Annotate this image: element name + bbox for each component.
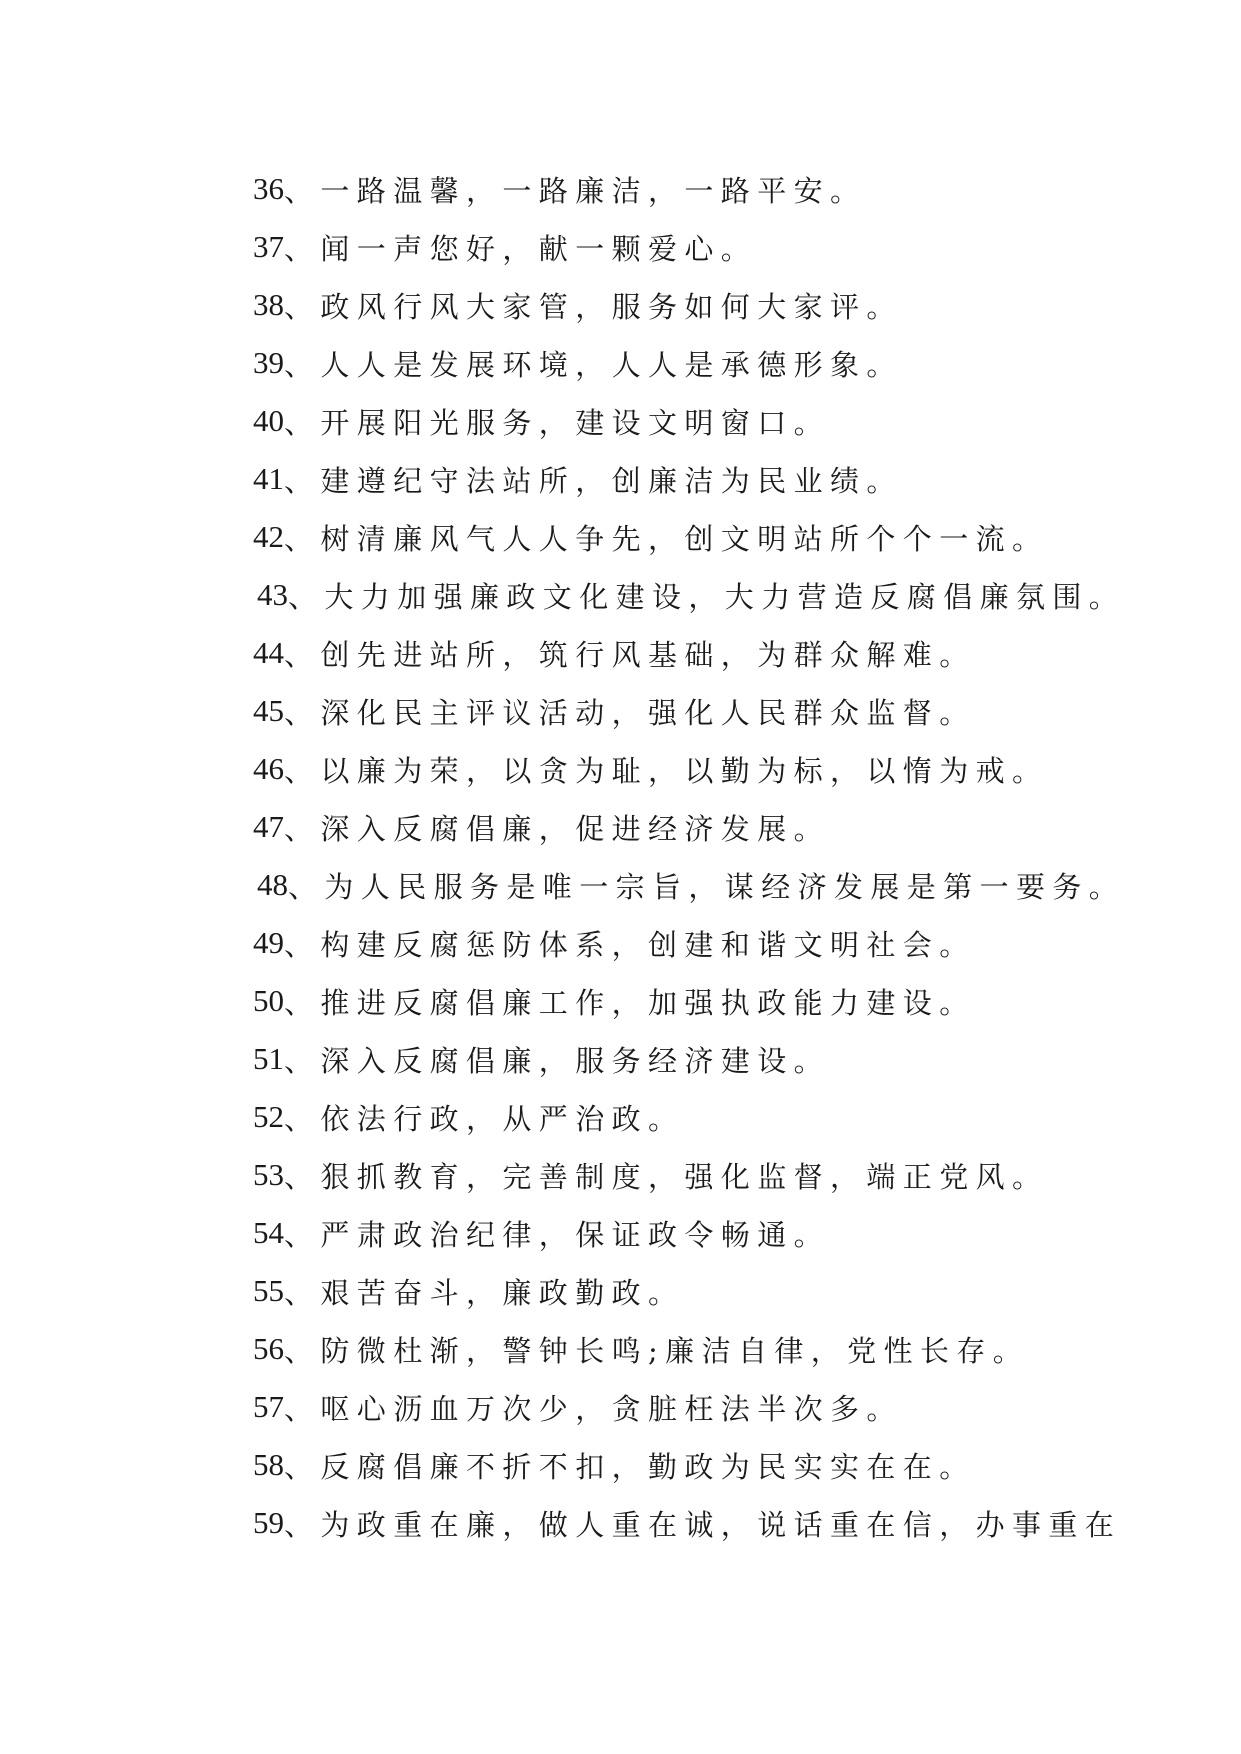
item-number: 40 — [253, 403, 284, 438]
item-text: 反腐倡廉不折不扣，勤政为民实实在在。 — [320, 1449, 976, 1484]
item-separator: 、 — [284, 173, 321, 208]
item-separator: 、 — [284, 231, 321, 266]
list-item — [253, 1320, 1125, 1378]
item-separator: 、 — [284, 521, 321, 556]
item-number: 46 — [253, 751, 284, 786]
item-number: 47 — [253, 809, 284, 844]
item-number: 52 — [253, 1099, 284, 1134]
item-text: 为政重在廉，做人重在诚，说话重在信，办事重在 — [320, 1507, 1122, 1542]
item-text: 依法行政，从严治政。 — [320, 1101, 685, 1136]
item-separator: 、 — [284, 811, 321, 846]
list-item — [253, 1262, 1125, 1320]
item-text: 呕心沥血万次少，贪脏枉法半次多。 — [320, 1391, 903, 1426]
item-separator: 、 — [284, 1391, 321, 1426]
item-separator: 、 — [284, 463, 321, 498]
list-item — [253, 1378, 1125, 1436]
item-separator: 、 — [288, 579, 325, 614]
item-separator: 、 — [284, 289, 321, 324]
item-text: 推进反腐倡廉工作，加强执政能力建设。 — [320, 985, 976, 1020]
item-text: 大力加强廉政文化建设，大力营造反腐倡廉氛围。 — [324, 579, 1126, 614]
item-number: 57 — [253, 1389, 284, 1424]
item-number: 59 — [253, 1505, 284, 1540]
item-number: 49 — [253, 925, 284, 960]
item-text: 深入反腐倡廉，促进经济发展。 — [320, 811, 831, 846]
item-text: 创先进站所，筑行风基础，为群众解难。 — [320, 637, 976, 672]
item-number: 58 — [253, 1447, 284, 1482]
list-item — [253, 1436, 1125, 1494]
item-number: 38 — [253, 287, 284, 322]
item-text: 严肃政治纪律，保证政令畅通。 — [320, 1217, 831, 1252]
item-separator: 、 — [284, 753, 321, 788]
list-item — [253, 1146, 1125, 1204]
item-separator: 、 — [284, 405, 321, 440]
list-item — [253, 276, 1125, 334]
item-separator: 、 — [284, 637, 321, 672]
list-item — [253, 798, 1125, 856]
item-separator: 、 — [288, 869, 325, 904]
item-number: 45 — [253, 693, 284, 728]
item-text: 深入反腐倡廉，服务经济建设。 — [320, 1043, 831, 1078]
item-text: 狠抓教育，完善制度，强化监督，端正党风。 — [320, 1159, 1049, 1194]
item-number: 44 — [253, 635, 284, 670]
item-separator: 、 — [284, 1159, 321, 1194]
item-number: 50 — [253, 983, 284, 1018]
list-item — [253, 1030, 1125, 1088]
item-number: 41 — [253, 461, 284, 496]
list-item — [253, 682, 1125, 740]
item-separator: 、 — [284, 1333, 321, 1368]
item-separator: 、 — [284, 1217, 321, 1252]
item-text: 开展阳光服务，建设文明窗口。 — [320, 405, 831, 440]
item-text: 艰苦奋斗，廉政勤政。 — [320, 1275, 685, 1310]
list-item — [253, 740, 1125, 798]
item-number: 54 — [253, 1215, 284, 1250]
item-text: 树清廉风气人人争先，创文明站所个个一流。 — [320, 521, 1049, 556]
item-text: 建遵纪守法站所，创廉洁为民业绩。 — [320, 463, 903, 498]
item-number: 36 — [253, 171, 284, 206]
list-item — [253, 624, 1125, 682]
item-separator: 、 — [284, 1043, 321, 1078]
item-text: 一路温馨，一路廉洁，一路平安。 — [320, 173, 867, 208]
item-number: 37 — [253, 229, 284, 264]
slogan-list — [253, 160, 1125, 1552]
item-separator: 、 — [284, 1449, 321, 1484]
item-separator: 、 — [284, 695, 321, 730]
item-separator: 、 — [284, 347, 321, 382]
item-text: 防微杜渐，警钟长鸣;廉洁自律，党性长存。 — [320, 1333, 1030, 1368]
item-text: 闻一声您好，献一颗爱心。 — [320, 231, 758, 266]
list-item — [253, 508, 1125, 566]
item-separator: 、 — [284, 1275, 321, 1310]
item-number: 56 — [253, 1331, 284, 1366]
list-item — [253, 1494, 1125, 1552]
item-number: 43 — [257, 577, 288, 612]
item-text: 以廉为荣，以贪为耻，以勤为标，以惰为戒。 — [320, 753, 1049, 788]
list-item — [253, 566, 1125, 624]
item-text: 深化民主评议活动，强化人民群众监督。 — [320, 695, 976, 730]
item-separator: 、 — [284, 1101, 321, 1136]
list-item — [253, 1088, 1125, 1146]
list-item — [253, 856, 1125, 914]
list-item — [253, 914, 1125, 972]
item-separator: 、 — [284, 1507, 321, 1542]
item-text: 构建反腐惩防体系，创建和谐文明社会。 — [320, 927, 976, 962]
item-number: 51 — [253, 1041, 284, 1076]
list-item — [253, 218, 1125, 276]
item-separator: 、 — [284, 927, 321, 962]
list-item — [253, 160, 1125, 218]
list-item — [253, 334, 1125, 392]
list-item — [253, 1204, 1125, 1262]
list-item — [253, 392, 1125, 450]
list-item — [253, 972, 1125, 1030]
item-text: 人人是发展环境，人人是承德形象。 — [320, 347, 903, 382]
item-number: 39 — [253, 345, 284, 380]
item-text: 政风行风大家管，服务如何大家评。 — [320, 289, 903, 324]
item-number: 48 — [257, 867, 288, 902]
item-separator: 、 — [284, 985, 321, 1020]
item-number: 42 — [253, 519, 284, 554]
item-number: 55 — [253, 1273, 284, 1308]
list-item — [253, 450, 1125, 508]
item-text: 为人民服务是唯一宗旨，谋经济发展是第一要务。 — [324, 869, 1126, 904]
item-number: 53 — [253, 1157, 284, 1192]
